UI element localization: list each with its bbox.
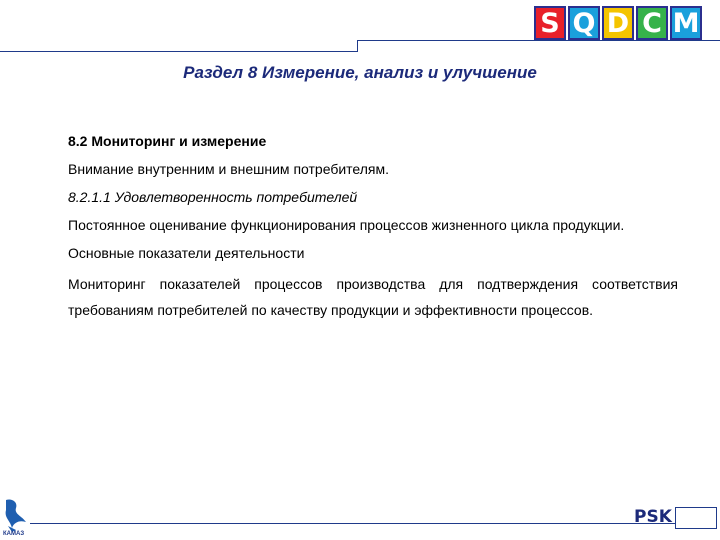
- paragraph-monitoring: Мониторинг показателей процессов производства для подтверждения соответствия требованиям потребителей по качеству продукции и эффективности процессов.: [68, 276, 678, 318]
- sqdcm-letter-s: S: [534, 6, 566, 40]
- paragraph-evaluation: Постоянное оценивание функционирования процессов жизненного цикла продукции.: [68, 217, 625, 233]
- section-heading: 8.2 Мониторинг и измерение: [68, 133, 267, 149]
- content-body: [68, 131, 678, 323]
- footer-rule: [30, 523, 675, 524]
- psk-label: PSK: [634, 507, 672, 527]
- paragraph-indicators: Основные показатели деятельности: [68, 245, 305, 261]
- sqdcm-logo: [534, 6, 702, 40]
- header-rule-right: [357, 40, 720, 41]
- sqdcm-letter-q: Q: [568, 6, 600, 40]
- paragraph-customers: Внимание внутренним и внешним потребителям.: [68, 161, 390, 177]
- psk-box: [675, 507, 717, 529]
- sqdcm-letter-c: C: [636, 6, 668, 40]
- sqdcm-letter-d: D: [602, 6, 634, 40]
- header-rule-step: [357, 40, 358, 52]
- header-rule-left: [0, 51, 358, 52]
- subsection-heading: 8.2.1.1 Удовлетворенность потребителей: [68, 189, 358, 205]
- page-title: Раздел 8 Измерение, анализ и улучшение: [183, 63, 537, 82]
- logo-caption: КАМАЗ: [3, 531, 25, 537]
- sqdcm-letter-m: M: [670, 6, 702, 40]
